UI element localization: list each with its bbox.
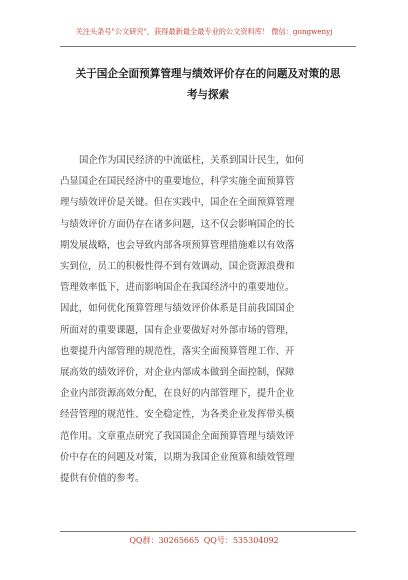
paragraph-line: 国企作为国民经济的中流砥柱，关系到国计民生，如何 <box>79 155 305 166</box>
paragraph-line: 与绩效评价方面仍存在诸多问题，这不仅会影响国企的长 <box>60 218 295 230</box>
paragraph-line: 经营管理的规范性、安全稳定性，为各类企业发挥带头模 <box>60 409 295 421</box>
paragraph-line: 提供有价值的参考。 <box>60 473 145 485</box>
header-divider <box>60 46 356 47</box>
paragraph-line: 范作用。文章重点研究了我国国企全面预算管理与绩效评 <box>60 430 295 442</box>
header-promo-note: 关注头条号"公文研究"，获得最新最全最专业的公文资料库！ 微信：gongwenyj <box>75 27 333 36</box>
paragraph-line: 理与绩效评价是关键。但在实践中，国企在全面预算管理 <box>60 197 295 209</box>
paragraph-line: 也要提升内部管理的规范性，落实全面预算管理工作、开 <box>60 345 295 357</box>
title-line: 考与探索 <box>186 89 230 101</box>
body-paragraph <box>60 150 360 489</box>
paragraph-line: 企业内部资源高效分配，在良好的内部管理下，提升企业 <box>60 388 295 400</box>
footer-divider <box>60 531 356 532</box>
document-title <box>58 64 358 106</box>
title-line: 关于国企全面预算管理与绩效评价存在的问题及对策的思 <box>75 68 341 80</box>
paragraph-line: 凸显国企在国民经济中的重要地位，科学实施全面预算管 <box>60 176 295 188</box>
paragraph-line: 所面对的重要课题，国有企业要做好对外部市场的管理， <box>60 324 295 336</box>
paragraph-line: 因此，如何优化预算管理与绩效评价体系是目前我国国企 <box>60 303 295 315</box>
paragraph-line: 价中存在的问题及对策，以期为我国企业预算和绩效管理 <box>60 451 295 463</box>
paragraph-line: 期发展战略，也会导致内部各项预算管理措施难以有效落 <box>60 239 295 251</box>
paragraph-line: 展高效的绩效评价，对企业内部成本做到全面控制，保障 <box>60 367 295 379</box>
footer-contact-note: QQ群：30265665 QQ号：535304092 <box>129 536 279 545</box>
paragraph-line: 管理效率低下，进而影响国企在我国经济中的重要地位。 <box>60 282 295 294</box>
paragraph-line: 实到位，员工的积极性得不到有效调动，国企资源浪费和 <box>60 261 295 273</box>
